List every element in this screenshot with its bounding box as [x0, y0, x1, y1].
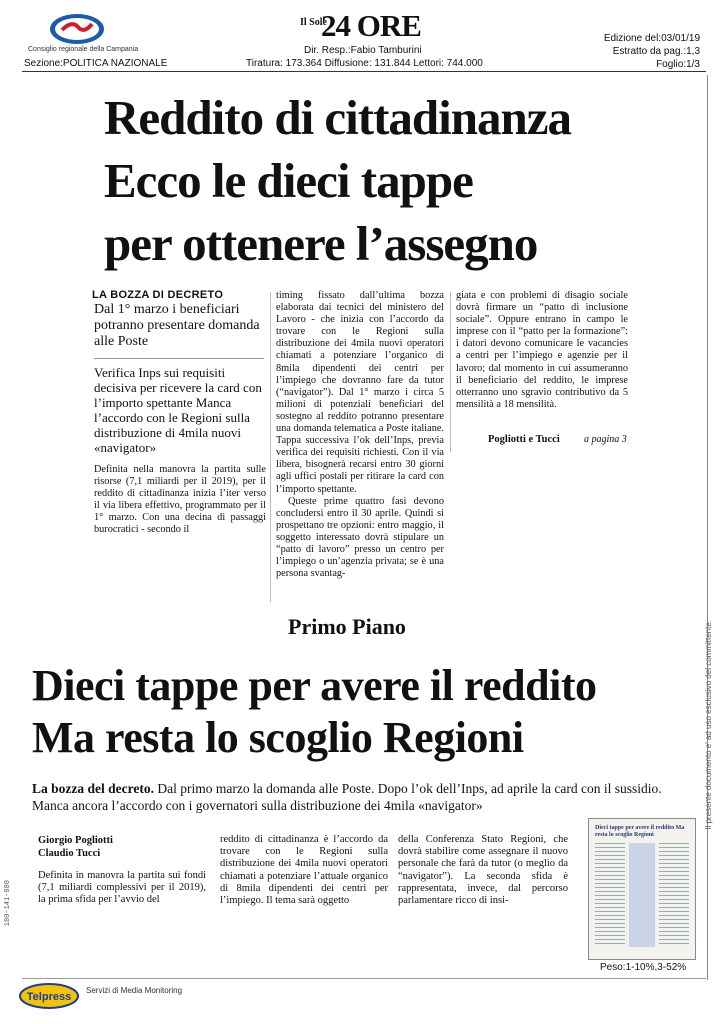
circulation: Tiratura: 173.364 Diffusione: 131.844 Lettori: 744.000	[246, 58, 483, 69]
kicker: LA BOZZA DI DECRETO	[92, 289, 224, 301]
sheet-number: Foglio:1/3	[656, 59, 700, 70]
page-thumbnail[interactable]	[588, 818, 696, 960]
side-notice: Il presente documento e' ad uso esclusivo del committente.	[704, 620, 713, 830]
headline-line: Reddito di cittadinanza	[104, 90, 572, 145]
header-divider	[22, 71, 706, 72]
second-column-1: Definita in manovra la partita sui fondi (7,1 miliardi complessivi per il 2019), la prima sfida per l’avvio del	[38, 870, 206, 906]
weight-label: Peso:1-10%,3-52%	[600, 962, 687, 973]
main-headline	[104, 86, 571, 275]
edition-date: Edizione del:03/01/19	[603, 33, 700, 44]
right-border	[707, 75, 708, 980]
page-reference: a pagina 3	[584, 434, 627, 445]
paragraph: timing fissato dall’ultima bozza elaborata dai tecnici del ministero del Lavoro - che inizia con l’accordo da trovare con le Regioni sulla distribuzione dei 4mila nuovi operatori chiamati a potenziare l’organico di 8mila dipendenti dei centri per l’impiego che dovranno fare da tutor (“navigator”). Dal 1° marzo i circa 5 milioni di potenziali beneficiari del sostegno al reddito potranno presentare una domanda telematica a Poste italiane. Tappa successiva l’ok dell’Inps, previa verifica dei requisiti richiesti. Con il via libera, bisognerà recarsi entro 30 giorni agli uffici postali per ritirare la card con l’importo spettante.	[276, 290, 444, 495]
second-deck	[32, 780, 698, 814]
monitoring-label: Servizi di Media Monitoring	[86, 986, 183, 995]
second-column-3: della Conferenza Stato Regioni, che dovrà stabilire come assegnare il nuovo personale che farà da tutor (o meglio da “navigator”). La seconda sfida è rappresentata, invece, dal percorso parlamentare ricco di insi-	[398, 834, 568, 907]
telpress-logo	[18, 982, 80, 1010]
author: Claudio Tucci	[38, 848, 101, 859]
column-divider	[270, 292, 271, 602]
deck-text: Dal primo marzo la domanda alle Poste. Dopo l’ok dell’Inps, ad aprile la card con il sussidio. Manca ancora l’accordo con i governatori sulla distribuzione dei 4mila «navigator»	[32, 781, 662, 813]
headline-line: Ecco le dieci tappe	[104, 153, 473, 208]
masthead-logo: 24 ORE	[321, 8, 421, 43]
masthead-small: Il Sole	[300, 17, 327, 28]
headline-line: Ma resta lo scoglio Regioni	[32, 713, 524, 762]
article-column-3: giata e con problemi di disagio sociale dovrà firmare un “patto di inclusione sociale”. Oppure entrano in campo le imprese con il “patto per la formazione”: i datori devono comunicare le vacancies a centri per l’impiego e agenzie per il lavoro; dal momento in cui assumeranno il beneficiario del reddito, le imprese otterranno uno sgravio contributivo da 5 mensilità a 18 mensilità.	[456, 290, 628, 410]
deck: Dal 1° marzo i beneficiari potranno presentare domanda alle Poste	[94, 302, 260, 349]
section-label: Sezione:POLITICA NAZIONALE	[24, 58, 168, 69]
summary: Verifica Inps sui requisiti decisiva per ricevere la card con l’importo spettante Manca l’accordo con le Regioni sulla distribuzione di 4mila nuovi «navigator»	[94, 365, 262, 455]
headline-line: per ottenere l’assegno	[104, 216, 538, 271]
thumbnail-text	[595, 843, 625, 947]
second-column-2: reddito di cittadinanza è l’accordo da trovare con le Regioni sulla distribuzione dei 4mila nuovi operatori chiamati a potenziare l’attuale organico di 8mila dipendenti dei centri per l’impiego. Il tema sarà oggetto	[220, 834, 388, 907]
director: Dir. Resp.:Fabio Tamburini	[304, 45, 422, 56]
thumbnail-graphic	[629, 843, 655, 947]
headline-line: Dieci tappe per avere il reddito	[32, 661, 597, 710]
document-code: 180-141-080	[4, 880, 12, 927]
article-column-2	[276, 290, 444, 580]
council-name: Consiglio regionale della Campania	[28, 46, 139, 53]
footer-divider	[22, 978, 706, 979]
thumbnail-headline: Dieci tappe per avere il reddito Ma resta lo scoglio Regioni	[595, 825, 685, 838]
council-logo	[48, 12, 106, 46]
section-heading: Primo Piano	[288, 614, 406, 639]
second-headline	[32, 660, 596, 764]
telpress-wordmark: Telpress	[26, 991, 72, 1003]
paragraph: Queste prime quattro fasi devono concludersi entro il 30 aprile. Quindi si prospettano tre opzioni: entro maggio, il soggetto interessato dovrà stipulare un “patto di lavoro” presso un centro per l’impiego o un’agenzia privata; se è una persona svantag-	[276, 495, 444, 580]
byline: Pogliotti e Tucci	[488, 434, 560, 445]
article-column-1: Definita nella manovra la partita sulle risorse (7,1 miliardi per il 2019), per il reddito di cittadinanza inizia l’iter verso il via libera effettivo, programmato per il 1° marzo. Con una decina di passaggi burocratici - secondo il	[94, 464, 266, 536]
column-divider	[450, 292, 451, 452]
deck-lead: La bozza del decreto.	[32, 781, 154, 796]
deck-divider	[94, 358, 264, 359]
author: Giorgio Pogliotti	[38, 835, 113, 846]
edition-meta	[604, 32, 700, 71]
extract-pages: Estratto da pag.:1,3	[612, 46, 700, 57]
authors	[38, 834, 113, 860]
thumbnail-text	[659, 843, 689, 947]
